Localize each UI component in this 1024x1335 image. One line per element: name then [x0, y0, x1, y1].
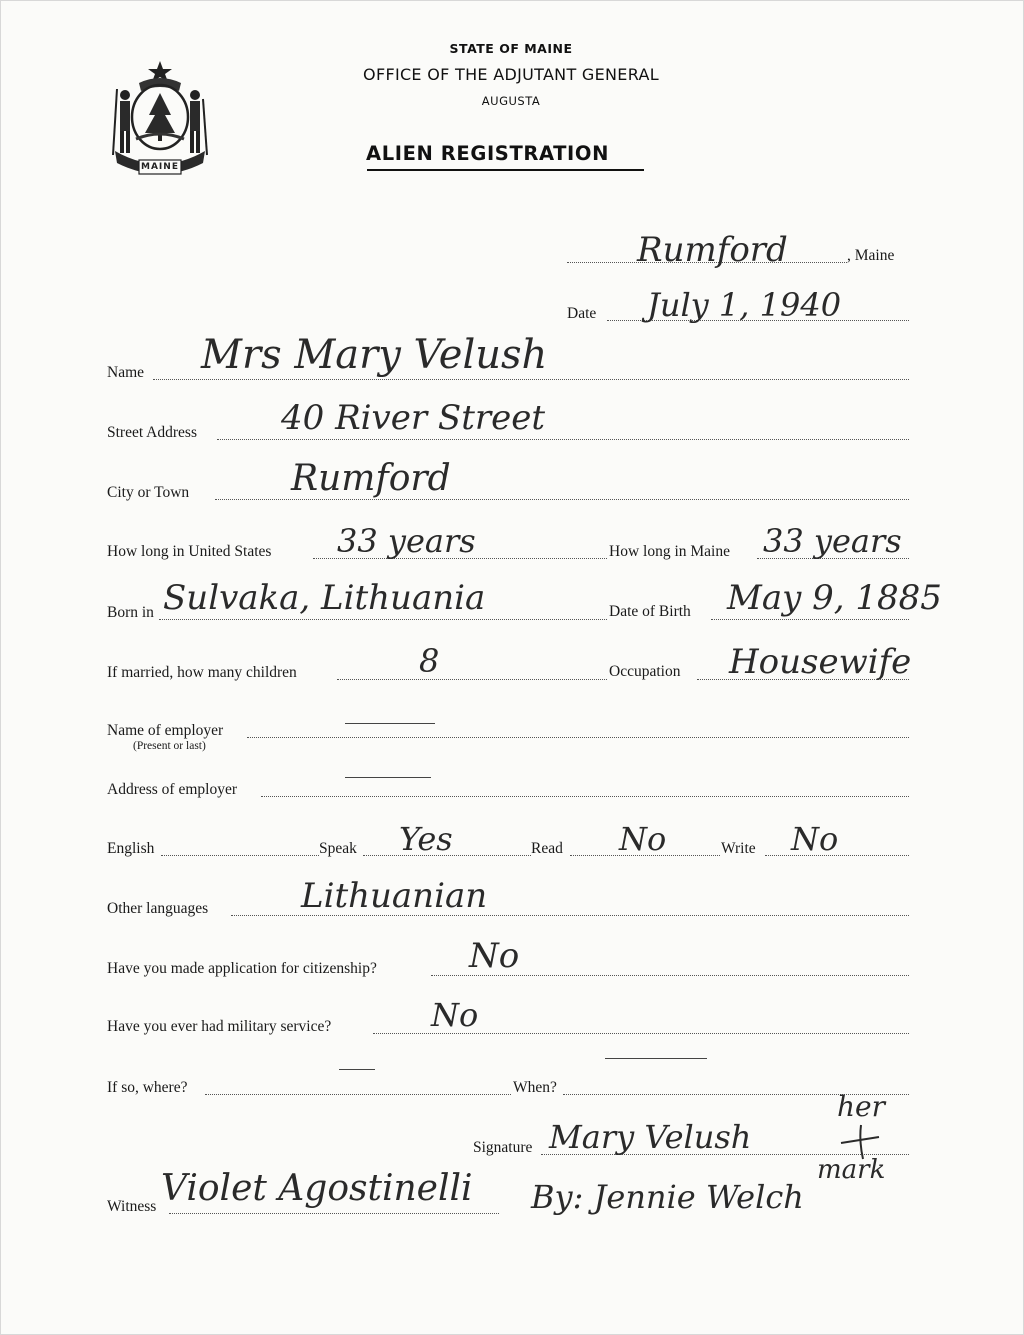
how-long-maine-entry: 33 years [763, 522, 902, 560]
read-entry: No [619, 820, 667, 858]
other-languages-entry: Lithuanian [301, 876, 488, 916]
employer-address-label: Address of employer [107, 781, 237, 798]
where-line [205, 1094, 511, 1095]
employer-address-line [261, 796, 909, 797]
other-languages-label: Other languages [107, 900, 209, 917]
speak-label: Speak [319, 840, 357, 857]
street-line [217, 439, 909, 440]
place-entry: Rumford [637, 230, 788, 270]
date-entry: July 1, 1940 [647, 286, 842, 324]
occupation-label: Occupation [609, 663, 681, 680]
seal-text: MAINE [141, 162, 179, 172]
employer-address-dash [345, 777, 431, 778]
read-label: Read [531, 840, 563, 857]
employer-label: Name of employer [107, 722, 224, 739]
name-line [153, 379, 909, 380]
date-of-birth-label: Date of Birth [609, 603, 691, 620]
header-office: OFFICE OF THE ADJUTANT GENERAL [363, 65, 659, 84]
born-in-label: Born in [107, 604, 154, 621]
maine-seal-icon [109, 59, 211, 179]
date-label: Date [567, 305, 597, 322]
citizenship-label: Have you made application for citizenship? [107, 960, 377, 977]
employer-line [247, 737, 909, 738]
how-long-us-label: How long in United States [107, 543, 272, 560]
name-label: Name [107, 364, 145, 381]
citizenship-entry: No [469, 936, 520, 976]
maine-label: , Maine [847, 247, 895, 264]
city-entry: Rumford [291, 458, 451, 499]
write-entry: No [791, 820, 839, 858]
how-long-us-entry: 33 years [337, 522, 476, 560]
witness-label: Witness [107, 1198, 157, 1215]
title-underline [367, 169, 644, 171]
write-label: Write [721, 840, 756, 857]
military-entry: No [431, 996, 479, 1034]
military-label: Have you ever had military service? [107, 1018, 332, 1035]
street-label: Street Address [107, 424, 197, 441]
date-of-birth-line [711, 619, 909, 620]
speak-entry: Yes [399, 820, 453, 858]
witness-by-entry: By: Jennie Welch [531, 1178, 804, 1216]
city-line [215, 499, 909, 500]
when-label: When? [513, 1079, 557, 1096]
form-title: ALIEN REGISTRATION [366, 142, 609, 165]
when-dash [605, 1058, 707, 1059]
name-entry: Mrs Mary Velush [201, 332, 548, 378]
employer-dash [345, 723, 435, 724]
employer-note: (Present or last) [133, 740, 206, 752]
how-long-maine-label: How long in Maine [609, 543, 730, 560]
signature-label: Signature [473, 1139, 533, 1156]
street-entry: 40 River Street [281, 398, 546, 438]
mark-mark-text: mark [817, 1155, 886, 1185]
signature-entry: Mary Velush [549, 1118, 752, 1156]
children-entry: 8 [419, 642, 440, 680]
header-state: STATE OF MAINE [449, 41, 573, 56]
date-of-birth-entry: May 9, 1885 [727, 578, 942, 618]
mark-her-text: her [837, 1090, 885, 1123]
children-label: If married, how many children [107, 664, 297, 681]
witness-entry: Violet Agostinelli [161, 1168, 473, 1209]
english-line [161, 855, 319, 856]
occupation-entry: Housewife [729, 642, 912, 682]
children-line [337, 679, 607, 680]
witness-line [169, 1213, 499, 1214]
where-label: If so, where? [107, 1079, 188, 1096]
born-in-line [159, 619, 607, 620]
born-in-entry: Sulvaka, Lithuania [163, 578, 486, 618]
city-label: City or Town [107, 484, 190, 501]
english-label: English [107, 840, 155, 857]
where-dash [339, 1069, 375, 1070]
header-city: AUGUSTA [481, 94, 541, 108]
